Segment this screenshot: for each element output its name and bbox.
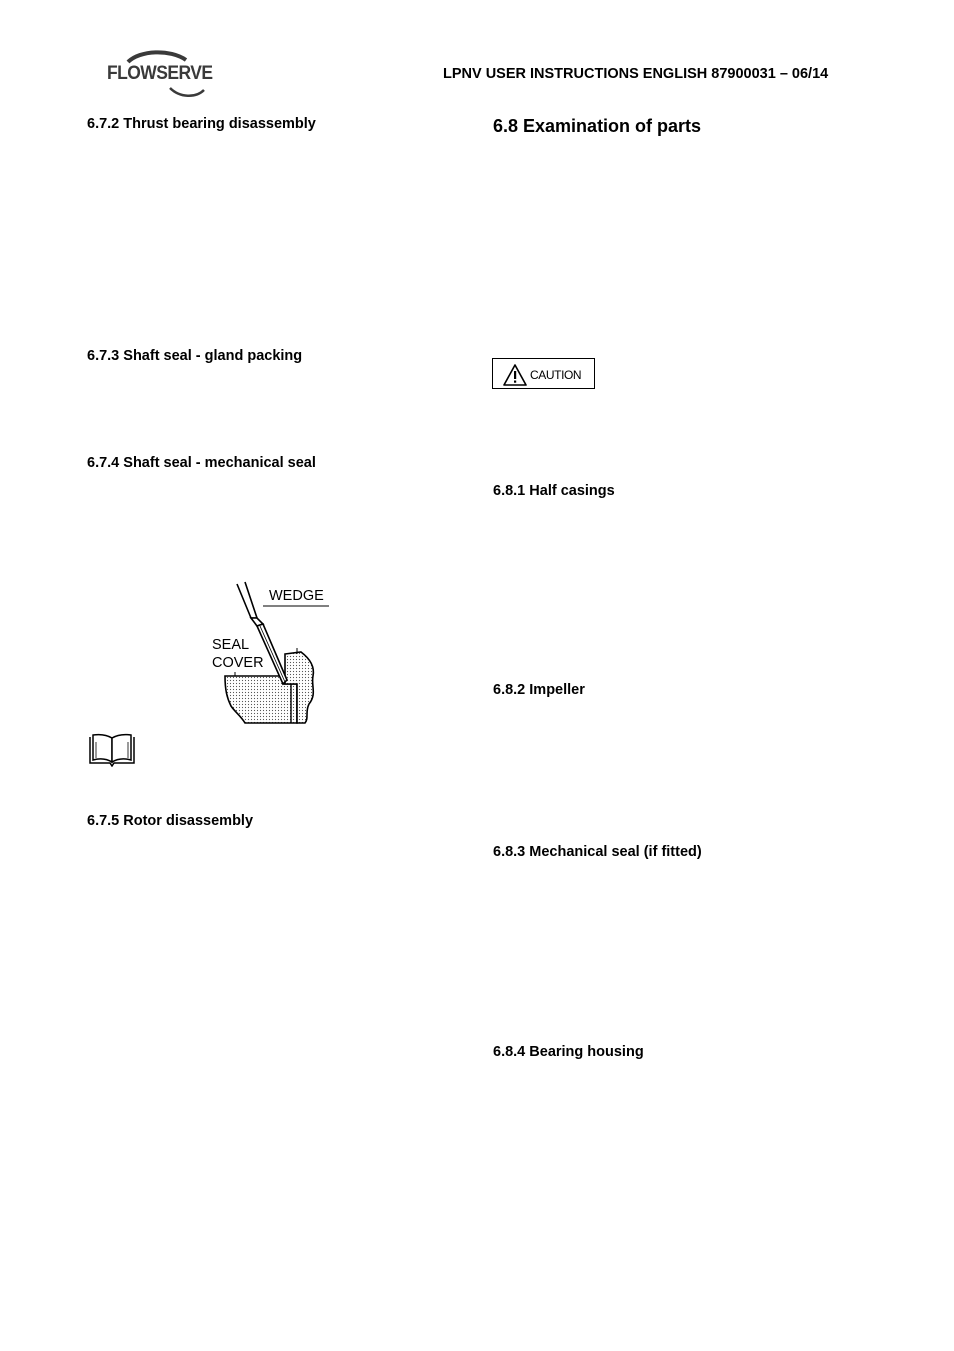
heading-rotor-disassembly: 6.7.5 Rotor disassembly: [87, 813, 254, 829]
caution-label: CAUTION: [530, 368, 582, 382]
caution-box: [492, 358, 595, 389]
label-seal: SEAL: [212, 637, 250, 653]
heading-half-casings: 6.8.1 Half casings: [493, 483, 615, 499]
heading-shaft-seal-gland-packing: 6.7.3 Shaft seal - gland packing: [87, 348, 303, 364]
heading-mechanical-seal-if-fitted: 6.8.3 Mechanical seal (if fitted): [493, 844, 702, 860]
document-title: LPNV USER INSTRUCTIONS ENGLISH 87900031 – 06/14: [443, 66, 829, 82]
heading-impeller: 6.8.2 Impeller: [493, 682, 585, 698]
heading-thrust-bearing-disassembly: 6.7.2 Thrust bearing disassembly: [87, 116, 316, 132]
seal-cover-wedge-figure: [205, 580, 340, 730]
flowserve-logo: [104, 50, 216, 100]
heading-shaft-seal-mechanical-seal: 6.7.4 Shaft seal - mechanical seal: [87, 455, 316, 471]
label-wedge: WEDGE: [269, 588, 324, 604]
heading-bearing-housing: 6.8.4 Bearing housing: [493, 1044, 644, 1060]
logo-wordmark: FLOWSERVE: [107, 63, 213, 84]
label-cover: COVER: [212, 655, 264, 671]
open-book-icon: [88, 733, 136, 772]
heading-examination-of-parts: 6.8 Examination of parts: [493, 116, 702, 136]
warning-triangle-icon: [503, 364, 527, 386]
